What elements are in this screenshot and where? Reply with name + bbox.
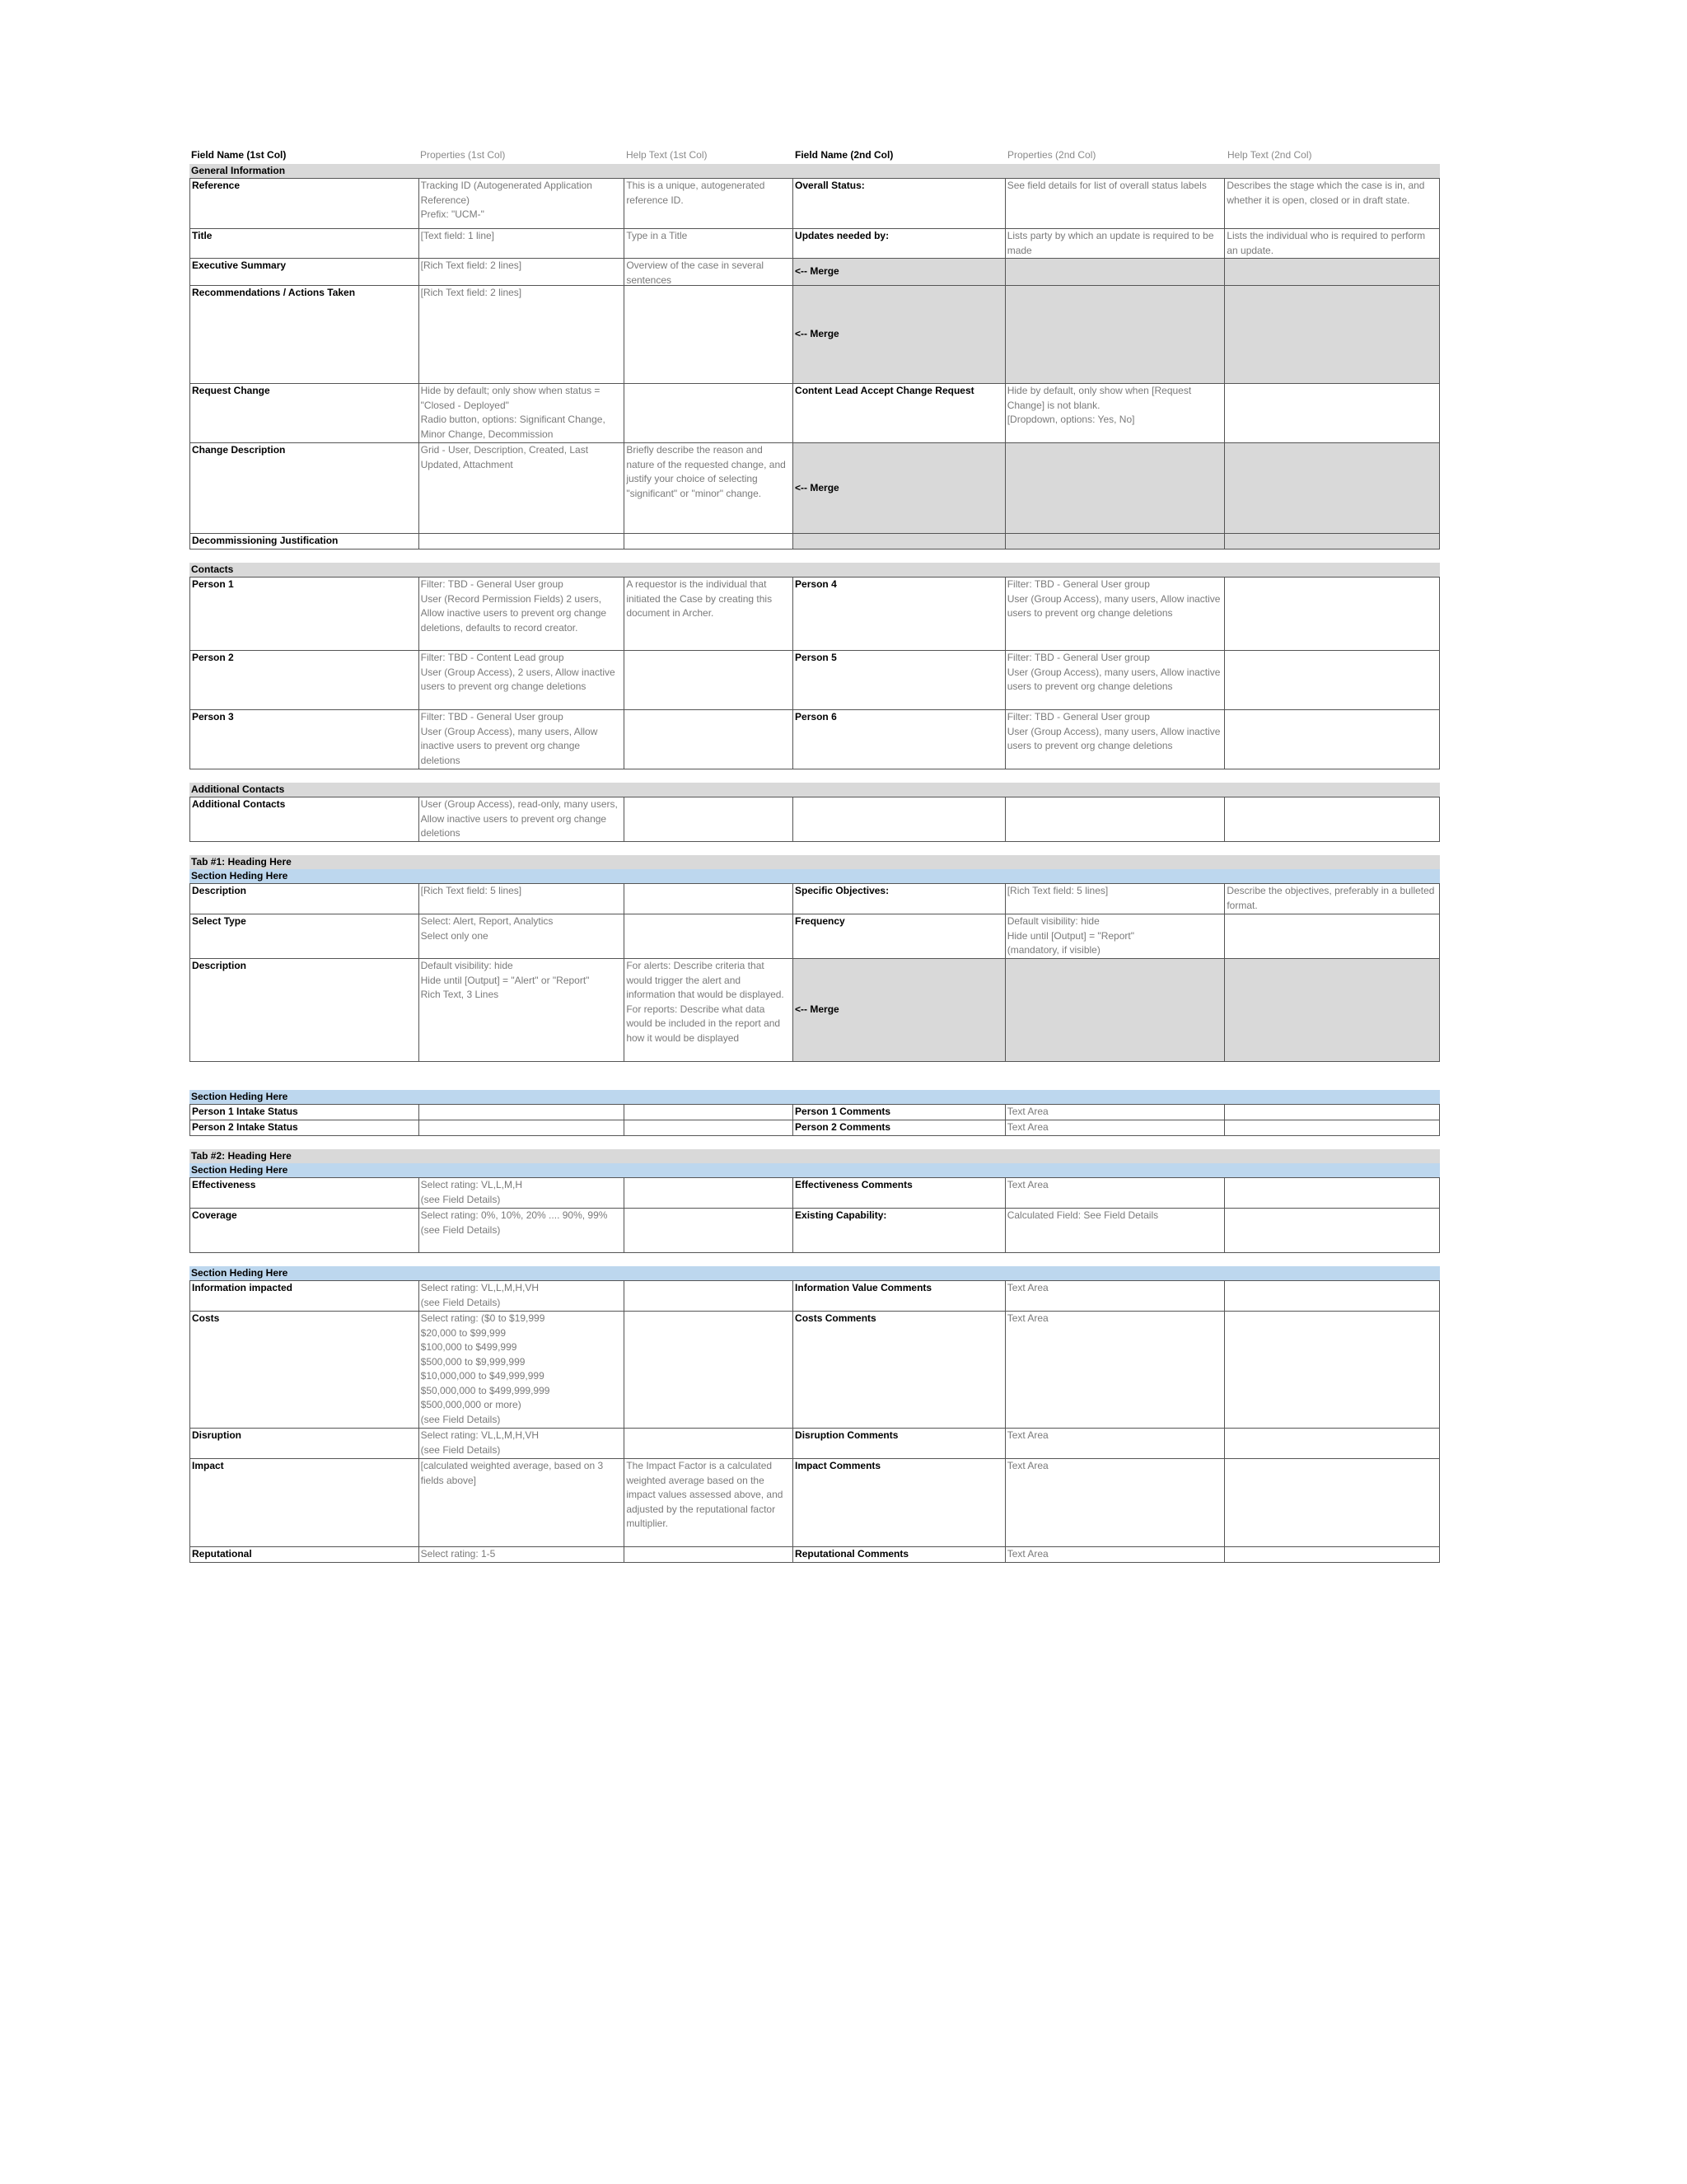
subsection-band: Section Heding Here [189,1163,1440,1177]
section-gap [189,1253,1440,1266]
help-text-cell [624,1105,793,1120]
section-band: Additional Contacts [189,783,1440,797]
field-name-cell: Disruption [190,1429,419,1458]
help-text-cell [1225,710,1439,769]
table-row [189,1459,1440,1547]
help-text-cell [624,914,793,958]
field-name-cell: Existing Capability: [793,1209,1006,1252]
properties-cell: Calculated Field: See Field Details [1006,1209,1226,1252]
table-row [189,797,1440,842]
field-name-cell: Person 2 Comments [793,1120,1006,1135]
section-gap [189,1136,1440,1149]
properties-cell: [Rich Text field: 5 lines] [1006,884,1226,914]
properties-cell: Filter: TBD - General User group User (Record Permission Fields) 2 users, Allow inactive users to prevent org change deletions, defaults to record creator. [419,578,625,650]
field-name-cell: Disruption Comments [793,1429,1006,1458]
field-name-cell: Effectiveness [190,1178,419,1208]
field-name-cell: Executive Summary [190,259,419,285]
table-row [189,259,1440,286]
table-row [189,178,1440,229]
properties-cell: Text Area [1006,1312,1226,1428]
table-row [189,1209,1440,1253]
section-gap [189,842,1440,855]
field-name-cell: Reference [190,179,419,228]
field-name-cell: Description [190,959,419,1061]
help-text-cell [624,651,793,709]
properties-cell: Text Area [1006,1547,1226,1562]
help-text-cell [1225,578,1439,650]
section-band: Tab #1: Heading Here [189,855,1440,869]
properties-cell: Select rating: ($0 to $19,999 $20,000 to $99,999 $100,000 to $499,999 $500,000 to $9,999,999 $10,000,000 to $49,999,999 $50,000,000 to $499,999,999 $500,000,000 or more) (see Field Details) [419,1312,625,1428]
field-name-cell [793,797,1006,841]
table-row [189,1312,1440,1429]
field-name-cell: Overall Status: [793,179,1006,228]
field-name-cell: Information Value Comments [793,1281,1006,1311]
field-name-cell: Reputational Comments [793,1547,1006,1562]
properties-cell: Text Area [1006,1178,1226,1208]
properties-cell: Text Area [1006,1120,1226,1135]
table-row [189,1177,1440,1209]
help-text-cell: The Impact Factor is a calculated weighted average based on the impact values assessed above, and adjusted by the reputational factor multiplier. [624,1459,793,1546]
properties-cell [419,1120,625,1135]
help-text-cell [624,1547,793,1562]
properties-cell: [Rich Text field: 5 lines] [419,884,625,914]
help-text-cell [1225,1547,1439,1562]
properties-cell: [Text field: 1 line] [419,229,625,258]
table-row [189,883,1440,914]
help-text-cell [1225,1120,1439,1135]
help-text-cell [1225,384,1439,442]
help-text-cell: For alerts: Describe criteria that would trigger the alert and information that would be displayed. For reports: Describe what data would be included in the report and how it would be displayed [624,959,793,1061]
properties-cell: Select rating: 0%, 10%, 20% .... 90%, 99% (see Field Details) [419,1209,625,1252]
merged-cell [1225,259,1439,285]
properties-cell: Hide by default, only show when [Request Change] is not blank. [Dropdown, options: Yes, No] [1006,384,1226,442]
field-name-cell: Person 2 [190,651,419,709]
table-row [189,534,1440,550]
header-field-name-2: Field Name (2nd Col) [795,149,894,161]
field-name-cell: Updates needed by: [793,229,1006,258]
header-help-text-1: Help Text (1st Col) [626,149,708,161]
field-name-cell: Additional Contacts [190,797,419,841]
help-text-cell [624,710,793,769]
table-row [189,914,1440,959]
table-row [189,710,1440,769]
help-text-cell [624,1429,793,1458]
subsection-band: Section Heding Here [189,869,1440,883]
help-text-cell [624,384,793,442]
properties-cell: Hide by default; only show when status = "Closed - Deployed" Radio button, options: Significant Change, Minor Change, Decommission [419,384,625,442]
subsection-band: Section Heding Here [189,1266,1440,1280]
properties-cell: Text Area [1006,1281,1226,1311]
help-text-cell: A requestor is the individual that initiated the Case by creating this document in Archer. [624,578,793,650]
help-text-cell: Describe the objectives, preferably in a bulleted format. [1227,885,1435,911]
properties-cell: Select rating: 1-5 [419,1547,625,1562]
help-text-cell [1225,1178,1439,1208]
properties-cell: Lists party by which an update is required to be made [1006,229,1226,258]
help-text-cell [624,797,793,841]
properties-cell: Text Area [1006,1459,1226,1546]
properties-cell: [Rich Text field: 2 lines] [419,259,625,285]
field-name-cell: Effectiveness Comments [793,1178,1006,1208]
help-text-cell [1225,797,1439,841]
help-text-cell: Overview of the case in several sentences [624,259,793,285]
table-row [189,577,1440,651]
help-text-cell [1225,1459,1439,1546]
section-band: General Information [189,164,1440,178]
properties-cell: Default visibility: hide Hide until [Output] = "Alert" or "Report" Rich Text, 3 Lines [419,959,625,1061]
column-header-row [189,148,1440,164]
header-properties-2: Properties (2nd Col) [1007,149,1096,161]
field-name-cell: Select Type [190,914,419,958]
help-text-cell [624,1312,793,1428]
help-text-cell: Briefly describe the reason and nature of the requested change, and justify your choice of selecting "significant" or "minor" change. [624,443,793,533]
properties-cell: [calculated weighted average, based on 3 fields above] [419,1459,625,1546]
help-text-cell: Describes the stage which the case is in, and whether it is open, closed or in draft state. [1227,180,1425,206]
help-text-cell [624,884,793,914]
help-text-cell [1225,1312,1439,1428]
help-text-cell: Lists the individual who is required to perform an update. [1227,230,1426,256]
merge-marker-cell: <-- Merge [793,959,1006,1061]
header-properties-1: Properties (1st Col) [420,149,506,161]
field-name-cell: Change Description [190,443,419,533]
field-name-cell: Content Lead Accept Change Request [793,384,1006,442]
properties-cell: Filter: TBD - General User group User (Group Access), many users, Allow inactive users to prevent org change deletions [1006,651,1226,709]
table-row [189,1547,1440,1563]
table-row [189,1104,1440,1120]
properties-cell: Filter: TBD - General User group User (Group Access), many users, Allow inactive users to prevent org change deletions [419,710,625,769]
help-text-cell [1225,914,1439,958]
help-text-cell [624,1178,793,1208]
table-row [189,443,1440,534]
properties-cell: [Rich Text field: 2 lines] [419,286,625,383]
section-band: Contacts [189,563,1440,577]
properties-cell: Text Area [1006,1105,1226,1120]
merge-marker-cell: <-- Merge [793,443,1006,533]
table-row [189,286,1440,384]
properties-cell: Grid - User, Description, Created, Last Updated, Attachment [419,443,625,533]
properties-cell: Select rating: VL,L,M,H (see Field Details) [419,1178,625,1208]
field-name-cell: Coverage [190,1209,419,1252]
section-gap [189,769,1440,783]
help-text-cell [1225,1209,1439,1252]
header-help-text-2: Help Text (2nd Col) [1227,149,1312,161]
merged-cell [1006,443,1226,533]
field-name-cell: Costs [190,1312,419,1428]
field-name-cell: Title [190,229,419,258]
merge-marker-cell: <-- Merge [793,286,1006,383]
properties-cell: Filter: TBD - General User group User (Group Access), many users, Allow inactive users to prevent org change deletions [1006,710,1226,769]
field-name-cell: Person 1 Comments [793,1105,1006,1120]
field-name-cell: Person 3 [190,710,419,769]
field-name-cell: Request Change [190,384,419,442]
field-name-cell: Impact [190,1459,419,1546]
table-row [189,1429,1440,1459]
help-text-cell [1225,1281,1439,1311]
section-gap [189,1062,1440,1090]
help-text-cell: This is a unique, autogenerated reference ID. [624,179,793,228]
properties-cell [419,1105,625,1120]
field-name-cell: Costs Comments [793,1312,1006,1428]
properties-cell: Tracking ID (Autogenerated Application Reference) Prefix: "UCM-" [419,179,625,228]
properties-cell: Select rating: VL,L,M,H,VH (see Field Details) [419,1281,625,1311]
field-name-cell: Reputational [190,1547,419,1562]
properties-cell: User (Group Access), read-only, many users, Allow inactive users to prevent org change deletions [419,797,625,841]
properties-cell [419,534,625,549]
shaded-cell [1006,534,1226,549]
shaded-cell [1225,534,1439,549]
table-row [189,959,1440,1062]
field-name-cell: Impact Comments [793,1459,1006,1546]
properties-cell: Filter: TBD - Content Lead group User (Group Access), 2 users, Allow inactive users to prevent org change deletions [419,651,625,709]
merge-marker-cell: <-- Merge [793,259,1006,285]
subsection-band: Section Heding Here [189,1090,1440,1104]
properties-cell: Select: Alert, Report, Analytics Select only one [419,914,625,958]
section-gap [189,550,1440,563]
table-row [189,651,1440,710]
help-text-cell [1225,651,1439,709]
properties-cell: Select rating: VL,L,M,H,VH (see Field Details) [419,1429,625,1458]
table-row [189,229,1440,259]
properties-cell: See field details for list of overall status labels [1006,179,1226,228]
properties-cell: Default visibility: hide Hide until [Output] = "Report" (mandatory, if visible) [1006,914,1226,958]
field-name-cell: Frequency [793,914,1006,958]
help-text-cell [1225,1429,1439,1458]
field-name-cell: Decommissioning Justification [190,534,419,549]
field-name-cell: Person 1 Intake Status [190,1105,419,1120]
field-name-cell: Person 2 Intake Status [190,1120,419,1135]
properties-cell: Filter: TBD - General User group User (Group Access), many users, Allow inactive users to prevent org change deletions [1006,578,1226,650]
properties-cell: Text Area [1006,1429,1226,1458]
field-name-cell: Person 6 [793,710,1006,769]
header-field-name-1: Field Name (1st Col) [191,149,287,161]
spreadsheet-page [189,148,1440,1563]
field-name-cell: Description [190,884,419,914]
shaded-cell [793,534,1006,549]
help-text-cell [624,286,793,383]
merged-cell [1225,443,1439,533]
help-text-cell [624,1209,793,1252]
field-name-cell: Person 4 [793,578,1006,650]
merged-cell [1006,259,1226,285]
merged-cell [1006,959,1226,1061]
field-name-cell: Person 1 [190,578,419,650]
field-name-cell: Specific Objectives: [793,884,1006,914]
merged-cell [1006,286,1226,383]
field-name-cell: Recommendations / Actions Taken [190,286,419,383]
table-row [189,384,1440,443]
table-row [189,1120,1440,1136]
help-text-cell [624,534,793,549]
help-text-cell [624,1281,793,1311]
help-text-cell: Type in a Title [624,229,793,258]
help-text-cell [1225,1105,1439,1120]
help-text-cell [624,1120,793,1135]
table-row [189,1280,1440,1312]
section-band: Tab #2: Heading Here [189,1149,1440,1163]
properties-cell [1006,797,1226,841]
merged-cell [1225,959,1439,1061]
sheet-body [189,164,1440,1563]
field-name-cell: Information impacted [190,1281,419,1311]
field-name-cell: Person 5 [793,651,1006,709]
merged-cell [1225,286,1439,383]
